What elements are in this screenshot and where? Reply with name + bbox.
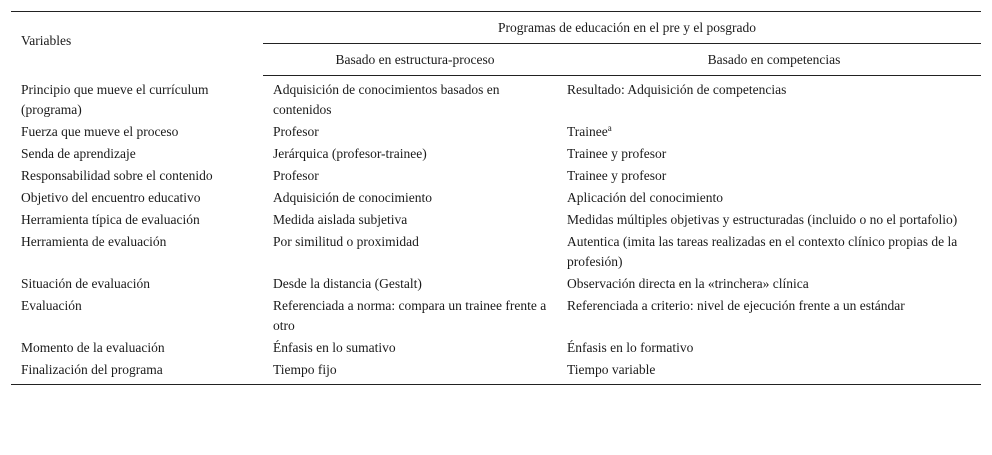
cell-competencies: Referenciada a criterio: nivel de ejecución frente a un estándar xyxy=(567,298,905,313)
cell-competencies: Medidas múltiples objetivas y estructuradas (incluido o no el portafolio) xyxy=(567,212,958,227)
footnote-marker: a xyxy=(607,123,612,133)
cell-structure-process: Adquisición de conocimientos basados en contenidos xyxy=(273,82,500,117)
cell-variable: Momento de la evaluación xyxy=(21,340,165,355)
cell-text: Trainee xyxy=(567,124,608,139)
cell-variable: Herramienta típica de evaluación xyxy=(21,212,200,227)
table-row xyxy=(11,186,981,208)
table-row xyxy=(11,272,981,294)
table-row xyxy=(11,76,981,121)
cell-structure-process: Profesor xyxy=(273,168,319,183)
comparison-table-container xyxy=(11,11,981,385)
table-row xyxy=(11,142,981,164)
table-row xyxy=(11,120,981,142)
cell-variable: Situación de evaluación xyxy=(21,276,150,291)
group-header-programs: Programas de educación en el pre y el posgrado xyxy=(263,12,981,44)
cell-variable: Responsabilidad sobre el contenido xyxy=(21,168,213,183)
cell-variable: Evaluación xyxy=(21,298,82,313)
cell-structure-process: Énfasis en lo sumativo xyxy=(273,340,396,355)
cell-variable: Finalización del programa xyxy=(11,358,263,385)
table-row xyxy=(11,164,981,186)
table-row xyxy=(11,358,981,385)
cell-structure-process: Por similitud o proximidad xyxy=(273,234,419,249)
cell-variable: Senda de aprendizaje xyxy=(21,146,136,161)
table-header xyxy=(11,12,981,76)
cell-variable: Objetivo del encuentro educativo xyxy=(21,190,201,205)
table-row xyxy=(11,208,981,230)
cell-variable: Principio que mueve el currículum (programa) xyxy=(21,81,209,117)
cell-competencies: Énfasis en lo formativo xyxy=(567,340,694,355)
cell-competencies: Autentica (imita las tareas realizadas en el contexto clínico propias de la profesión) xyxy=(567,234,958,269)
cell-structure-process: Jerárquica (profesor-trainee) xyxy=(273,146,427,161)
cell-structure-process: Profesor xyxy=(273,124,319,139)
cell-structure-process: Referenciada a norma: compara un trainee frente a otro xyxy=(273,298,547,333)
cell-variable: Herramienta de evaluación xyxy=(21,234,167,249)
cell-variable: Fuerza que mueve el proceso xyxy=(21,124,179,139)
cell-competencies: Observación directa en la «trinchera» clínica xyxy=(567,276,809,291)
cell-competencies: Trainee y profesor xyxy=(567,146,667,161)
table-row xyxy=(11,336,981,358)
column-header-competencies: Basado en competencias xyxy=(557,44,981,76)
cell-competencies xyxy=(557,120,981,142)
table-row xyxy=(11,230,981,272)
cell-structure-process: Desde la distancia (Gestalt) xyxy=(273,276,422,291)
table-row xyxy=(11,294,981,336)
table-body xyxy=(11,76,981,385)
cell-competencies: Trainee y profesor xyxy=(567,168,667,183)
cell-structure-process: Medida aislada subjetiva xyxy=(273,212,408,227)
cell-competencies: Aplicación del conocimiento xyxy=(567,190,723,205)
cell-competencies: Tiempo variable xyxy=(557,358,981,385)
cell-competencies: Resultado: Adquisición de competencias xyxy=(567,82,787,97)
column-header-variables: Variables xyxy=(11,12,263,76)
header-row-group xyxy=(11,12,981,44)
cell-structure-process: Adquisición de conocimiento xyxy=(273,190,432,205)
cell-structure-process: Tiempo fijo xyxy=(263,358,557,385)
column-header-structure-process: Basado en estructura-proceso xyxy=(263,44,557,76)
comparison-table xyxy=(11,11,981,385)
